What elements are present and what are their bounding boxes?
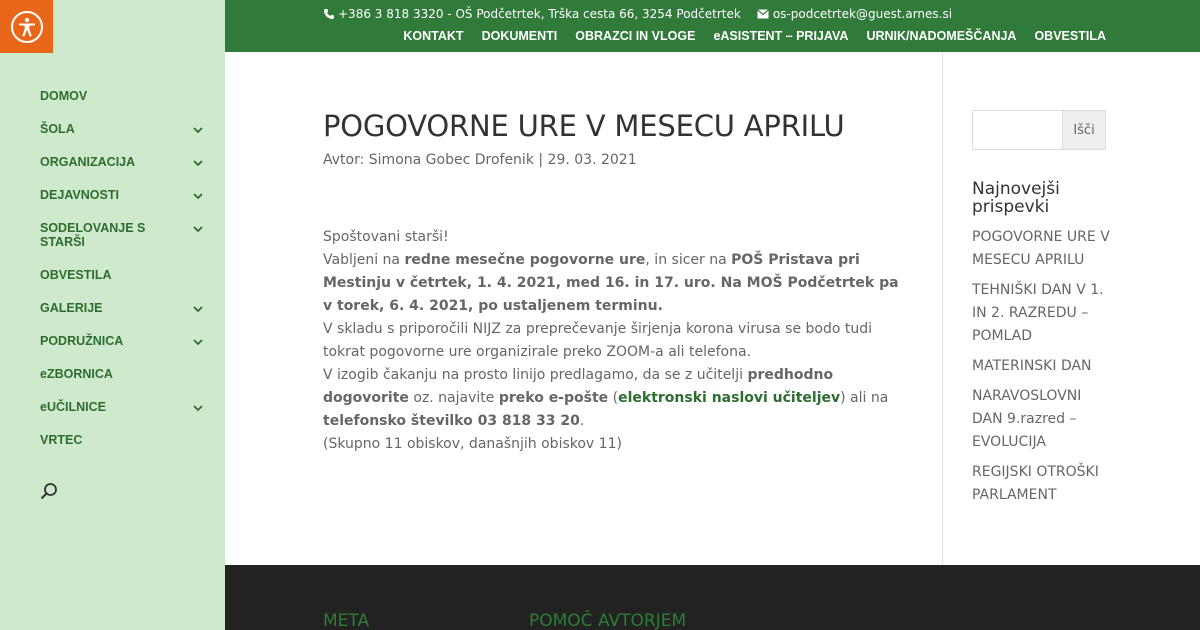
recent-post-link[interactable]: TEHNIŠKI DAN V 1. IN 2. RAZREDU – POMLAD (972, 282, 1104, 344)
contact-email[interactable]: os-podcetrtek@guest.arnes.si (772, 7, 953, 21)
sidebar-item[interactable] (40, 398, 210, 431)
search-button[interactable]: Išči (1062, 110, 1106, 150)
top-nav-urnik-nadomescanja[interactable]: URNIK/NADOMEŠČANJA (866, 29, 1017, 43)
sidebar-nav (40, 87, 210, 464)
sidebar-item[interactable] (40, 87, 210, 120)
search-widget (972, 110, 1106, 150)
contact-info (323, 7, 952, 21)
sidebar-item-label: VRTEC (40, 433, 83, 447)
recent-post-link[interactable]: POGOVORNE URE V MESECU APRILU (972, 229, 1110, 268)
top-nav-dokumenti[interactable]: DOKUMENTI (481, 29, 558, 43)
paragraph-zoom: V skladu s priporočili NIJZ za preprečevanje širjenja korona virusa se bodo tudi tokrat pogovorne ure organizirale preko ZOOM-a ali telefona. (323, 321, 873, 360)
accessibility-button[interactable] (0, 0, 53, 53)
sidebar-item[interactable] (40, 266, 210, 299)
recent-posts-title: Najnovejši prispevki (972, 179, 1060, 217)
chevron-down-icon[interactable] (190, 335, 206, 349)
top-nav-kontakt[interactable]: KONTAKT (403, 29, 464, 43)
sidebar-item[interactable] (40, 431, 210, 464)
sidebar-item-label: ORGANIZACIJA (40, 155, 136, 169)
content-divider (942, 52, 943, 565)
sidebar-item[interactable] (40, 299, 210, 332)
search-icon (40, 482, 58, 500)
footer (225, 565, 1200, 630)
top-nav-easistent-prijava[interactable]: eASISTENT – PRIJAVA (713, 29, 849, 43)
chevron-down-icon[interactable] (190, 189, 206, 203)
sidebar-item[interactable] (40, 153, 210, 186)
contact-phone-address: +386 3 818 3320 - OŠ Podčetrtek, Trška cesta 66, 3254 Podčetrtek (338, 7, 741, 21)
chevron-down-icon[interactable] (190, 401, 206, 415)
sidebar-item-label: GALERIJE (40, 301, 103, 315)
top-header (225, 0, 1200, 52)
recent-post-link[interactable]: NARAVOSLOVNI DAN 9.razred – EVOLUCIJA (972, 388, 1082, 450)
top-nav (403, 29, 1106, 43)
sidebar-item[interactable] (40, 332, 210, 365)
footer-help-title: POMOČ AVTORJEM (529, 611, 687, 630)
top-nav-obrazci-in-vloge[interactable]: OBRAZCI IN VLOGE (575, 29, 696, 43)
chevron-down-icon[interactable] (190, 123, 206, 137)
chevron-down-icon[interactable] (190, 222, 206, 236)
visit-counter: (Skupno 11 obiskov, današnjih obiskov 11) (323, 436, 622, 452)
chevron-down-icon[interactable] (190, 302, 206, 316)
sidebar-item-label: DOMOV (40, 89, 88, 103)
sidebar-search-button[interactable] (40, 482, 60, 502)
sidebar-item-label: PODRUŽNICA (40, 334, 124, 348)
paragraph-contact: V izogib čakanju na prosto linijo predlagamo, da se z učitelji predhodno dogovorite oz. najavite preko e-pošte (elektronski naslovi učiteljev) ali na telefonsko številko 03 818 33 20. (323, 367, 889, 429)
sidebar-item-label: eZBORNICA (40, 367, 113, 381)
sidebar-item-label: DEJAVNOSTI (40, 188, 119, 202)
post-body (323, 226, 903, 456)
sidebar-item[interactable] (40, 186, 210, 219)
post-title: POGOVORNE URE V MESECU APRILU (323, 109, 845, 143)
sidebar-item[interactable] (40, 120, 210, 153)
article-header (323, 108, 903, 168)
accessibility-icon (11, 11, 43, 43)
envelope-icon (757, 9, 769, 19)
recent-post-item (972, 461, 1112, 507)
top-nav-obvestila[interactable]: OBVESTILA (1034, 29, 1106, 43)
recent-post-item (972, 279, 1112, 348)
recent-post-link[interactable]: MATERINSKI DAN (972, 358, 1092, 374)
post-meta: Avtor: Simona Gobec Drofenik | 29. 03. 2021 (323, 152, 637, 168)
sidebar-item-label: eUČILNICE (40, 400, 106, 414)
phone-icon (323, 8, 335, 20)
recent-post-item (972, 385, 1112, 454)
greeting: Spoštovani starši! (323, 229, 449, 245)
recent-post-link[interactable]: REGIJSKI OTROŠKI PARLAMENT (972, 464, 1099, 503)
sidebar-item-label: OBVESTILA (40, 268, 112, 282)
sidebar-item-label: ŠOLA (40, 122, 75, 136)
paragraph-invitation: Vabljeni na redne mesečne pogovorne ure, in sicer na POŠ Pristava pri Mestinju v četrtek, 1. 4. 2021, med 16. in 17. uro. Na MOŠ Podčetrtek pa v torek, 6. 4. 2021, po ustaljenem terminu. (323, 252, 899, 314)
search-input[interactable] (972, 110, 1062, 150)
teacher-emails-link[interactable]: elektronski naslovi učiteljev (618, 390, 841, 406)
chevron-down-icon[interactable] (190, 156, 206, 170)
recent-post-item (972, 355, 1112, 378)
sidebar-item[interactable] (40, 219, 210, 266)
sidebar-item[interactable] (40, 365, 210, 398)
recent-post-item (972, 226, 1112, 272)
sidebar-item-label: SODELOVANJE S STARŠI (40, 221, 146, 249)
sidebar (0, 0, 225, 630)
recent-posts-list (972, 226, 1112, 514)
footer-meta-title: META (323, 611, 370, 630)
